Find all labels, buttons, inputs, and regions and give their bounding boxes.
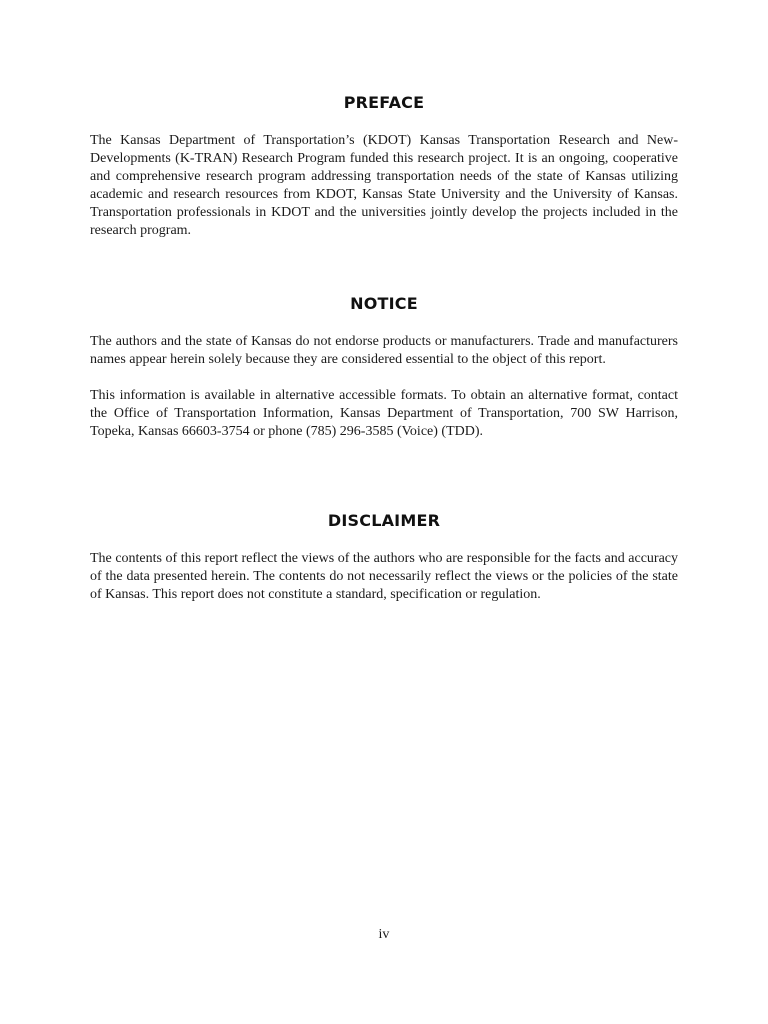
notice-paragraph-accessibility: This information is available in alternative accessible formats. To obtain an alternative format, contact the Office of Transportation Information, Kansas Department of Transportation, 700 SW Harrison, Topeka, Kansas 66603-3754 or phone (785) 296-3585 (Voice) (TDD). [90,388,678,439]
preface-heading: PREFACE [343,93,425,112]
preface-section [90,93,678,240]
disclaimer-paragraph: The contents of this report reflect the views of the authors who are responsible for the facts and accuracy of the data presented herein. The contents do not necessarily reflect the views or the policies of the state of Kansas. This report does not constitute a standard, specification or regulation. [90,551,678,602]
notice-heading: NOTICE [350,294,418,313]
preface-paragraph: The Kansas Department of Transportation’s (KDOT) Kansas Transportation Research and New-Developments (K-TRAN) Research Program funded this research project. It is an ongoing, cooperative and comprehensive research program addressing transportation needs of the state of Kansas utilizing academic and research resources from KDOT, Kansas State University and the University of Kansas. Transportation professionals in KDOT and the universities jointly develop the projects included in the research program. [90,133,678,238]
disclaimer-section [90,511,678,604]
notice-paragraph-endorsement: The authors and the state of Kansas do not endorse products or manufacturers. Trade and manufacturers names appear herein solely because they are considered essential to the object of this report. [90,334,678,367]
disclaimer-heading: DISCLAIMER [327,511,441,530]
notice-section [90,294,678,441]
page-number: iv [378,927,390,942]
